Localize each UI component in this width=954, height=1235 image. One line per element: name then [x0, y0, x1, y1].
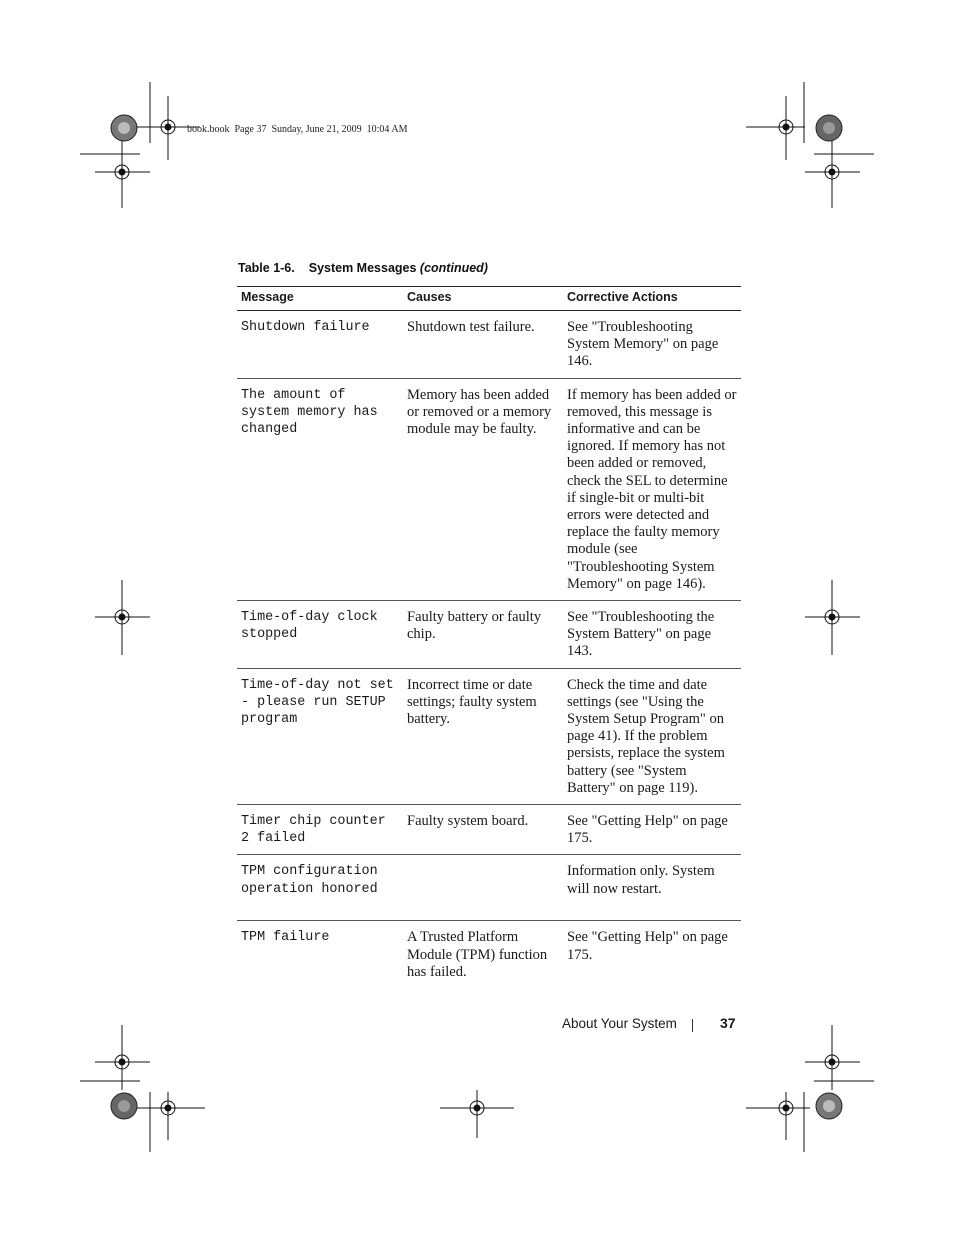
table-row — [237, 921, 741, 988]
system-messages-table — [237, 286, 741, 988]
actions-cell: See "Getting Help" on page 175. — [567, 929, 728, 963]
actions-cell: Check the time and date settings (see "Using the System Setup Program" on page 41). If the problem persists, replace the system battery (see "System Battery" on page 119). — [563, 668, 741, 804]
causes-cell: Memory has been added or removed or a memory module may be faulty. — [403, 378, 563, 600]
message-cell: Time-of-day clock stopped — [237, 601, 403, 669]
footer-divider — [692, 1019, 693, 1032]
table-row — [237, 855, 741, 921]
causes-cell: Incorrect time or date settings; faulty system battery. — [403, 668, 563, 804]
actions-cell: See "Troubleshooting the System Battery" on page 143. — [563, 601, 741, 669]
causes-cell: Shutdown test failure. — [403, 311, 563, 379]
actions-cell: Information only. System will now restart. — [563, 855, 741, 921]
message-cell: TPM configuration operation honored — [237, 855, 403, 921]
column-header-causes: Causes — [403, 287, 563, 311]
causes-cell: A Trusted Platform Module (TPM) function has failed. — [407, 929, 548, 980]
table-row — [237, 311, 741, 379]
causes-cell: Faulty battery or faulty chip. — [403, 601, 563, 669]
column-header-corrective-actions: Corrective Actions — [563, 287, 741, 311]
table-row — [237, 378, 741, 600]
message-cell: Time-of-day not set - please run SETUP program — [237, 668, 403, 804]
column-header-message: Message — [237, 287, 403, 311]
actions-cell: See "Getting Help" on page 175. — [563, 805, 741, 855]
actions-cell: See "Troubleshooting System Memory" on page 146. — [563, 311, 741, 379]
causes-cell: Faulty system board. — [403, 805, 563, 855]
table-row — [237, 668, 741, 804]
table-row — [237, 805, 741, 855]
message-cell: Shutdown failure — [237, 311, 403, 379]
table-row — [237, 601, 741, 669]
table-caption-number: Table 1-6. — [238, 261, 295, 275]
message-cell: TPM failure — [241, 930, 330, 946]
page-number: 37 — [720, 1015, 736, 1031]
message-cell: The amount of system memory has changed — [237, 378, 403, 600]
footer-section-title: About Your System — [562, 1016, 677, 1031]
table-caption-continued: (continued) — [419, 261, 488, 275]
message-cell: Timer chip counter 2 failed — [237, 805, 403, 855]
causes-cell — [403, 855, 563, 921]
print-header-line: book.book Page 37 Sunday, June 21, 2009 10:04 AM — [187, 124, 408, 135]
table-caption-title: System Messages — [308, 261, 417, 275]
actions-cell: If memory has been added or removed, this message is informative and can be ignored. If memory has not been added or removed, check the SEL to determine if single-bit or multi-bit errors were detected and replace the faulty memory module (see "Troubleshooting System Memory" on page 146). — [563, 378, 741, 600]
table-header-row — [237, 287, 741, 311]
table-caption — [238, 261, 488, 275]
